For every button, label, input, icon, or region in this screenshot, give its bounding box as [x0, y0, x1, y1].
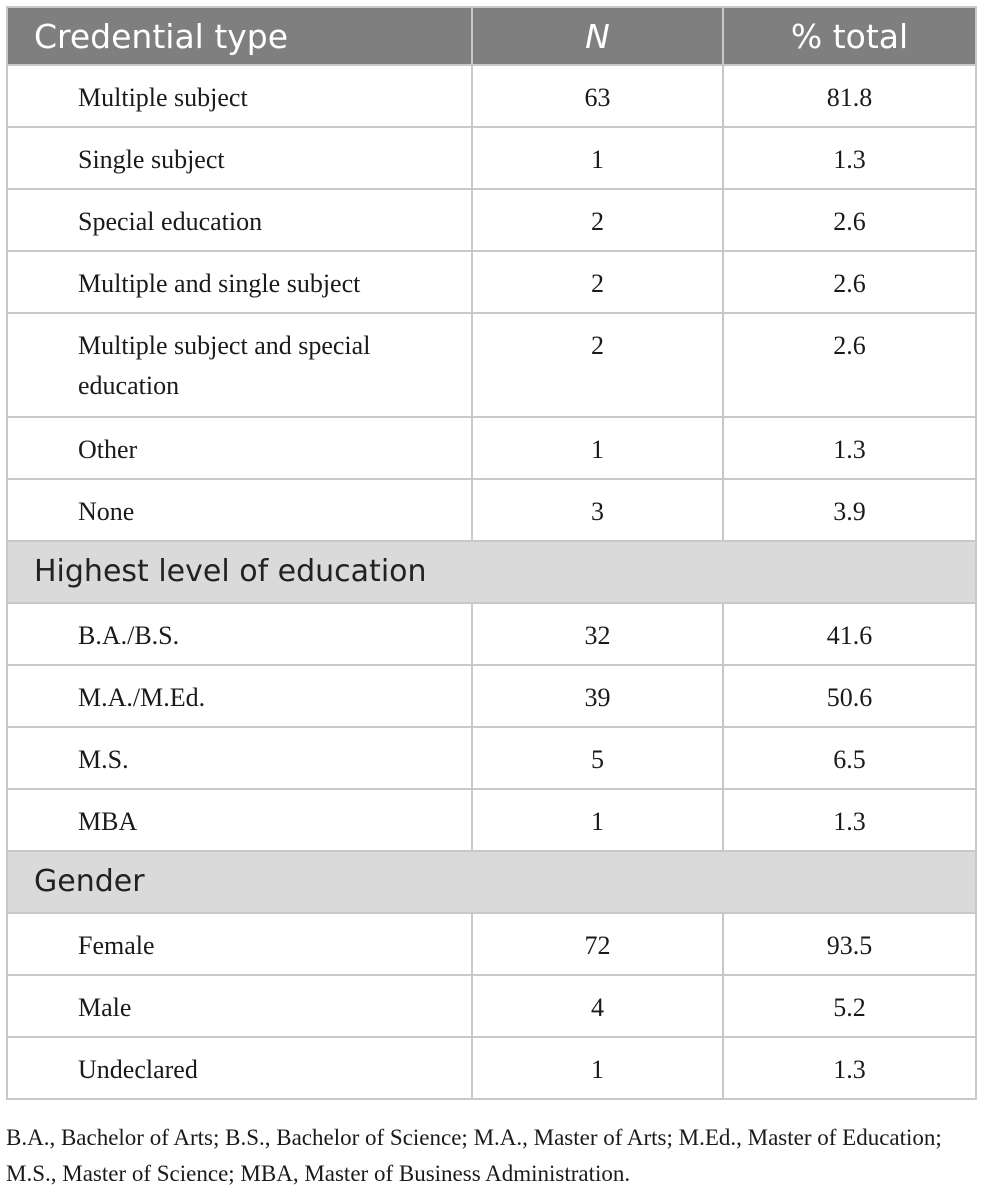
table-header-row	[7, 7, 976, 65]
demographics-table	[6, 6, 977, 1100]
row-label: M.S.	[7, 727, 472, 789]
header-percent-total: % total	[723, 7, 976, 65]
demographics-table-container	[6, 6, 975, 1100]
row-pct: 1.3	[723, 789, 976, 851]
row-label: Multiple subject	[7, 65, 472, 127]
table-row	[7, 665, 976, 727]
row-label: Male	[7, 975, 472, 1037]
row-pct: 2.6	[723, 189, 976, 251]
row-n: 2	[472, 251, 723, 313]
row-n: 4	[472, 975, 723, 1037]
table-row	[7, 417, 976, 479]
section-header-education	[7, 541, 976, 603]
row-label: MBA	[7, 789, 472, 851]
section-title: Gender	[7, 851, 976, 913]
row-n: 72	[472, 913, 723, 975]
table-row	[7, 1037, 976, 1099]
table-row	[7, 727, 976, 789]
row-n: 2	[472, 313, 723, 417]
row-pct: 2.6	[723, 313, 976, 417]
table-row	[7, 975, 976, 1037]
row-pct: 3.9	[723, 479, 976, 541]
row-n: 1	[472, 789, 723, 851]
row-label: None	[7, 479, 472, 541]
row-n: 1	[472, 417, 723, 479]
row-n: 32	[472, 603, 723, 665]
row-pct: 1.3	[723, 1037, 976, 1099]
row-label: Single subject	[7, 127, 472, 189]
table-row	[7, 251, 976, 313]
row-label: Undeclared	[7, 1037, 472, 1099]
table-row	[7, 65, 976, 127]
row-pct: 5.2	[723, 975, 976, 1037]
row-pct: 2.6	[723, 251, 976, 313]
row-label: Multiple and single subject	[7, 251, 472, 313]
row-label: Female	[7, 913, 472, 975]
table-row	[7, 603, 976, 665]
header-credential-type: Credential type	[7, 7, 472, 65]
row-n: 39	[472, 665, 723, 727]
row-pct: 93.5	[723, 913, 976, 975]
row-n: 5	[472, 727, 723, 789]
row-pct: 1.3	[723, 417, 976, 479]
table-row	[7, 313, 976, 417]
table-row	[7, 479, 976, 541]
table-row	[7, 789, 976, 851]
table-row	[7, 189, 976, 251]
row-n: 1	[472, 1037, 723, 1099]
row-n: 3	[472, 479, 723, 541]
row-pct: 50.6	[723, 665, 976, 727]
row-pct: 1.3	[723, 127, 976, 189]
row-label: M.A./M.Ed.	[7, 665, 472, 727]
table-footnote: B.A., Bachelor of Arts; B.S., Bachelor of Science; M.A., Master of Arts; M.Ed., Master of Education; M.S., Master of Science; MBA, Master of Business Administration.	[6, 1125, 942, 1186]
row-pct: 6.5	[723, 727, 976, 789]
row-pct: 81.8	[723, 65, 976, 127]
table-row	[7, 913, 976, 975]
table-row	[7, 127, 976, 189]
row-pct: 41.6	[723, 603, 976, 665]
row-label: Multiple subject and special education	[7, 313, 472, 417]
header-n: N	[472, 7, 723, 65]
section-header-gender	[7, 851, 976, 913]
section-title: Highest level of education	[7, 541, 976, 603]
row-label: B.A./B.S.	[7, 603, 472, 665]
row-n: 1	[472, 127, 723, 189]
row-label: Special education	[7, 189, 472, 251]
row-n: 2	[472, 189, 723, 251]
row-n: 63	[472, 65, 723, 127]
row-label: Other	[7, 417, 472, 479]
